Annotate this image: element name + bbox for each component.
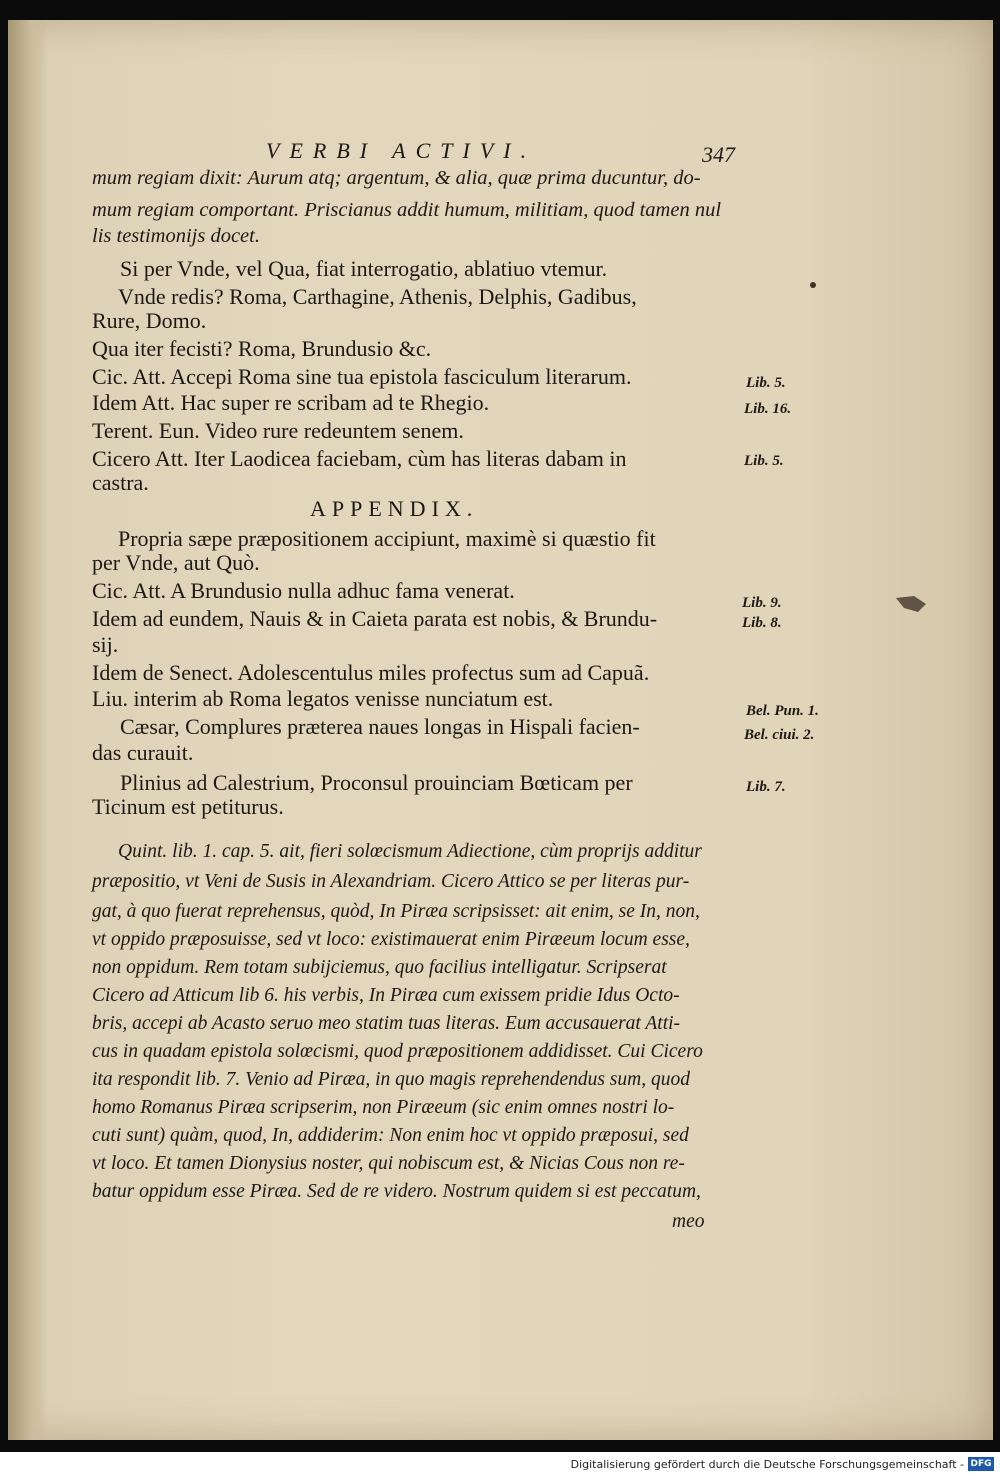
text-line: præpositio, vt Veni de Susis in Alexandriam. Cicero Attico se per literas pur- — [92, 871, 690, 892]
footer-credit: Digitalisierung gefördert durch die Deutsche Forschungsgemeinschaft - — [570, 1458, 964, 1471]
text-line: Cicero Att. Iter Laodicea faciebam, cùm has literas dabam in — [92, 446, 627, 471]
text-line: per Vnde, aut Quò. — [92, 550, 260, 575]
text-line: Ticinum est petiturus. — [92, 794, 284, 819]
text-line: castra. — [92, 470, 149, 495]
text-line: Liu. interim ab Roma legatos venisse nunciatum est. — [92, 686, 554, 711]
text-line: Idem Att. Hac super re scribam ad te Rhegio. — [92, 390, 490, 415]
text-line: ita respondit lib. 7. Venio ad Piræa, in quo magis reprehendendus sum, quod — [92, 1069, 690, 1090]
margin-note: Lib. 9. — [742, 595, 782, 611]
text-line: Cicero ad Atticum lib 6. his verbis, In Piræa cum exissem pridie Idus Octo- — [92, 985, 680, 1006]
ink-dot — [808, 280, 818, 290]
footer-bar — [0, 1452, 1000, 1478]
text-line: Terent. Eun. Video rure redeuntem senem. — [92, 418, 464, 443]
text-line: Idem de Senect. Adolescentulus miles profectus sum ad Capuã. — [92, 660, 650, 685]
text-line: Vnde redis? Roma, Carthagine, Athenis, Delphis, Gadibus, — [118, 284, 637, 309]
text-line: Quint. lib. 1. cap. 5. ait, fieri solœcismum Adiectione, cùm proprijs additur — [118, 841, 702, 862]
text-line: mum regiam comportant. Priscianus addit humum, militiam, quod tamen nul — [92, 199, 722, 221]
text-line: batur oppidum esse Piræa. Sed de re videro. Nostrum quidem si est peccatum, — [92, 1181, 701, 1202]
margin-note: Lib. 5. — [744, 453, 784, 469]
section-heading: APPENDIX. — [310, 496, 479, 521]
margin-note: Bel. Pun. 1. — [746, 703, 819, 719]
dfg-logo: DFG — [968, 1457, 994, 1471]
margin-note: Lib. 8. — [742, 615, 782, 631]
text-line: non oppidum. Rem totam subijciemus, quo facilius intelligatur. Scripserat — [92, 957, 667, 978]
book-page — [8, 20, 993, 1440]
text-line: bris, accepi ab Acasto seruo meo statim tuas literas. Eum accusauerat Atti- — [92, 1013, 681, 1034]
page-stain-mark — [892, 590, 932, 620]
text-line: Qua iter fecisti? Roma, Brundusio &c. — [92, 336, 432, 361]
margin-note: Lib. 16. — [744, 401, 792, 417]
text-line: Plinius ad Calestrium, Proconsul prouinciam Bœticam per — [120, 770, 633, 795]
page-number: 347 — [702, 142, 735, 167]
text-line: mum regiam dixit: Aurum atq; argentum, & alia, quæ prima ducuntur, do- — [92, 167, 701, 189]
text-line: sij. — [92, 632, 119, 657]
catchword: meo — [672, 1211, 705, 1232]
text-line: gat, à quo fuerat reprehensus, quòd, In Piræa scripsisset: ait enim, se In, non, — [92, 901, 700, 922]
text-line: lis testimonijs docet. — [92, 225, 260, 247]
text-line: Propria sæpe præpositionem accipiunt, maximè si quæstio fit — [118, 526, 656, 551]
page-gutter-shadow — [8, 20, 48, 1440]
text-line: Cic. Att. A Brundusio nulla adhuc fama venerat. — [92, 578, 515, 603]
text-line: cus in quadam epistola solœcismi, quod præpositionem addidisset. Cui Cicero — [92, 1041, 703, 1062]
margin-note: Bel. ciui. 2. — [744, 727, 815, 743]
running-head: VERBI ACTIVI. — [266, 138, 537, 163]
text-line: vt loco. Et tamen Dionysius noster, qui nobiscum est, & Nicias Cous non re- — [92, 1153, 685, 1174]
margin-note: Lib. 7. — [746, 779, 786, 795]
text-line: vt oppido præposuisse, sed vt loco: existimauerat enim Piræeum locum esse, — [92, 929, 690, 950]
text-line: Cæsar, Complures præterea naues longas in Hispali facien- — [120, 714, 640, 739]
text-line: cuti sunt) quàm, quod, In, addiderim: Non enim hoc vt oppido præposui, sed — [92, 1125, 689, 1146]
text-line: Cic. Att. Accepi Roma sine tua epistola fasciculum literarum. — [92, 364, 632, 389]
text-line: homo Romanus Piræa scripserim, non Piræeum (sic enim omnes nostri lo- — [92, 1097, 675, 1118]
text-line: das curauit. — [92, 740, 194, 765]
text-line: Idem ad eundem, Nauis & in Caieta parata est nobis, & Brundu- — [92, 606, 658, 631]
text-line: Rure, Domo. — [92, 308, 207, 333]
margin-note: Lib. 5. — [746, 375, 786, 391]
text-line: Si per Vnde, vel Qua, fiat interrogatio, ablatiuo vtemur. — [120, 256, 608, 281]
